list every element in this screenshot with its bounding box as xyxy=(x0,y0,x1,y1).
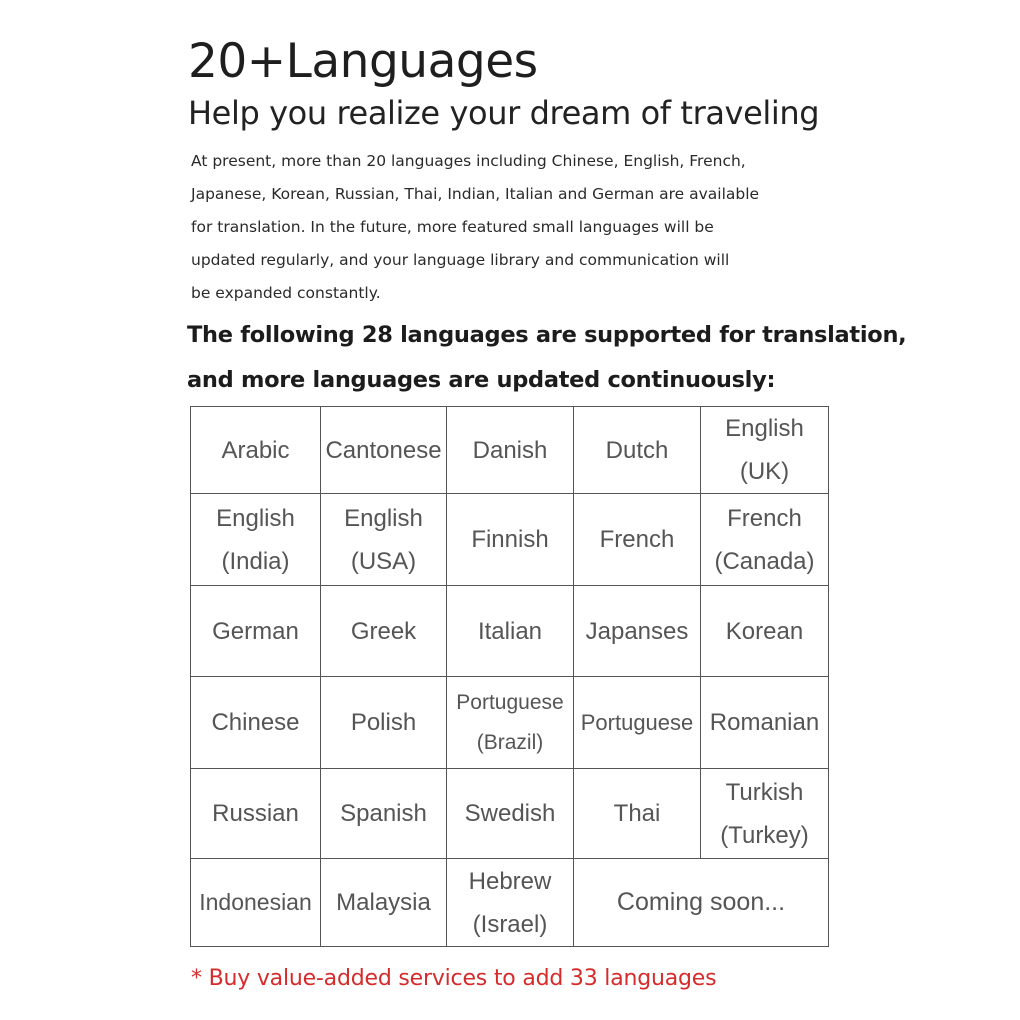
language-cell: Cantonese xyxy=(321,407,447,494)
language-cell: French (Canada) xyxy=(701,494,829,586)
table-row xyxy=(191,494,829,586)
language-cell: English (UK) xyxy=(701,407,829,494)
language-cell: Portuguese (Brazil) xyxy=(447,677,574,769)
language-cell: Spanish xyxy=(321,769,447,859)
value-added-services-note: * Buy value-added services to add 33 languages xyxy=(191,966,717,991)
language-cell: Chinese xyxy=(191,677,321,769)
language-cell: Arabic xyxy=(191,407,321,494)
language-cell: English (India) xyxy=(191,494,321,586)
intro-line: Japanese, Korean, Russian, Thai, Indian, Italian and German are available xyxy=(191,185,760,203)
intro-line: be expanded constantly. xyxy=(191,284,381,302)
heading-line: The following 28 languages are supported for translation, xyxy=(187,322,907,348)
language-cell: Turkish (Turkey) xyxy=(701,769,829,859)
language-cell: English (USA) xyxy=(321,494,447,586)
page-subtitle: Help you realize your dream of traveling xyxy=(188,94,820,132)
language-cell: Portuguese xyxy=(574,677,701,769)
intro-line: updated regularly, and your language library and communication will xyxy=(191,251,730,269)
language-cell: Korean xyxy=(701,586,829,677)
language-cell: Italian xyxy=(447,586,574,677)
language-cell: Finnish xyxy=(447,494,574,586)
language-cell: Greek xyxy=(321,586,447,677)
coming-soon-cell: Coming soon... xyxy=(574,859,829,947)
table-row xyxy=(191,586,829,677)
table-row xyxy=(191,769,829,859)
language-cell: Malaysia xyxy=(321,859,447,947)
language-cell: Polish xyxy=(321,677,447,769)
intro-line: At present, more than 20 languages including Chinese, English, French, xyxy=(191,152,746,170)
language-cell: Russian xyxy=(191,769,321,859)
language-cell: French xyxy=(574,494,701,586)
table-row xyxy=(191,677,829,769)
language-cell: Danish xyxy=(447,407,574,494)
language-cell: Swedish xyxy=(447,769,574,859)
language-cell: German xyxy=(191,586,321,677)
language-cell: Thai xyxy=(574,769,701,859)
language-cell: Indonesian xyxy=(191,859,321,947)
intro-line: for translation. In the future, more featured small languages will be xyxy=(191,218,714,236)
table-row xyxy=(191,407,829,494)
language-cell: Romanian xyxy=(701,677,829,769)
languages-table xyxy=(190,406,829,947)
language-cell: Hebrew (Israel) xyxy=(447,859,574,947)
intro-paragraph xyxy=(191,145,831,310)
supported-languages-heading xyxy=(187,313,906,403)
heading-line: and more languages are updated continuously: xyxy=(187,367,776,393)
language-cell: Japanses xyxy=(574,586,701,677)
language-cell: Dutch xyxy=(574,407,701,494)
page-title: 20+Languages xyxy=(188,34,538,89)
table-row xyxy=(191,859,829,947)
